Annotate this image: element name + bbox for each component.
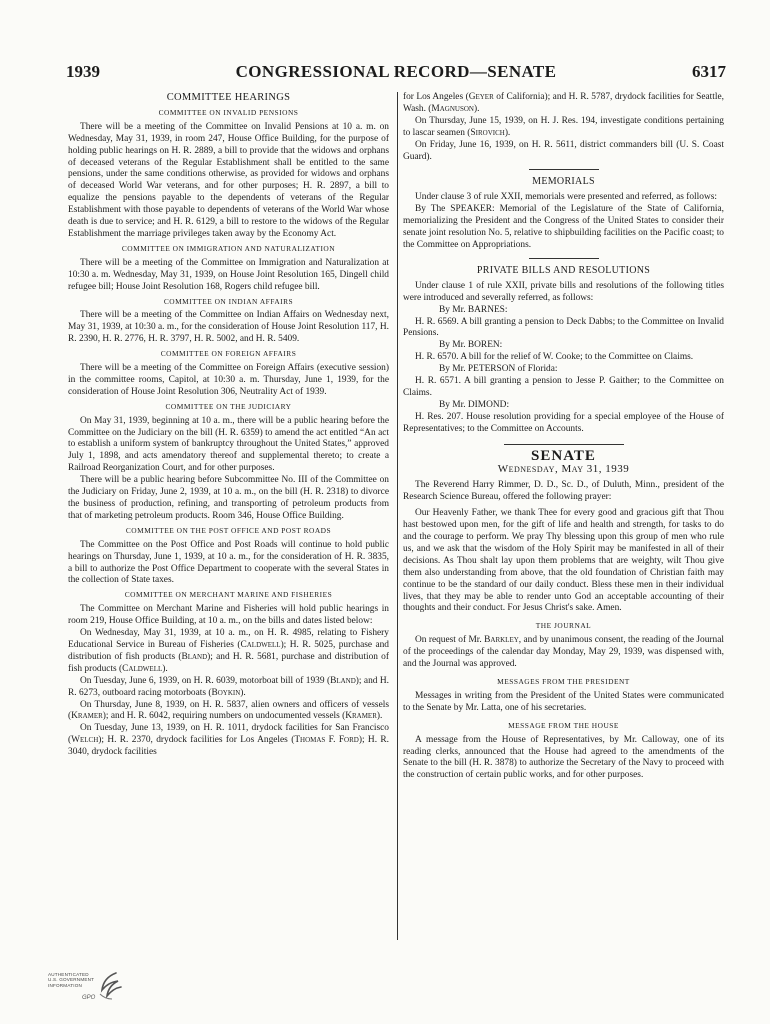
merchant-marine-subheading: COMMITTEE ON MERCHANT MARINE AND FISHERIES xyxy=(124,590,333,600)
sponsor-line: By Mr. BARNES: xyxy=(439,304,508,315)
eagle-icon xyxy=(94,970,124,1002)
post-office-subheading: COMMITTEE ON THE POST OFFICE AND POST ROADS xyxy=(125,525,332,535)
left-column xyxy=(68,92,389,759)
section-rule xyxy=(529,258,599,259)
page-header xyxy=(66,62,726,84)
gpo-authentication-seal xyxy=(48,968,128,1014)
sponsor-line: By Mr. DIMOND: xyxy=(439,399,510,410)
invalid-pensions-paragraph: There will be a meeting of the Committee on Invalid Pensions at 10 a. m. on Wednesday, May 31, 1939, in room 247, House Office Building, for the purpose of holding public hearings on H. R. 2889, a bill to provide that the widows and orphans of deceased veterans of the Regular Establishment shall be entitled to the same pensions, under the same conditions otherwise, as provided for widows and orphans of deceased World War veterans, and for other purposes; H. R. 2897, a bill to equalize the pensions payable to the dependents of veterans of the Regular Establishment with those payable to dependents of veterans of the World War whose death is due to service; and H. R. 6129, a bill to restore to the widows of the Regular Establishment the marriage privileges taken away by the Economy Act. xyxy=(68,121,389,239)
header-page-number: 6317 xyxy=(692,62,726,81)
bill-entry: H. R. 6571. A bill granting a pension to Jesse P. Gaither; to the Committee on Claims. xyxy=(403,376,724,398)
foreign-affairs-subheading: COMMITTEE ON FOREIGN AFFAIRS xyxy=(160,349,297,359)
journal-heading: THE JOURNAL xyxy=(535,621,592,631)
senate-date: Wednesday, May 31, 1939 xyxy=(497,463,630,476)
continuation-paragraph-2: On Thursday, June 15, 1939, on H. J. Res. 194, investigate conditions pertaining to lascar seamen (Sirovich). xyxy=(403,115,724,138)
bill-entry: H. R. 6570. A bill for the relief of W. Cooke; to the Committee on Claims. xyxy=(415,352,694,363)
prayer-text: Our Heavenly Father, we thank Thee for every good and gracious gift that Thou hast bestowed upon men, for the gift of life and health and strength, for tasks to do and the courage to perform. We pray Thy blessing upon this group of men who rule us, and we ask that the wisdom of the Holy Spirit may be manifested in all of their decisions. As Thou shalt lay upon them problems that are weighty, wilt Thou give them also understanding from above, that the old foundation of Christian faith may continue to be the standard of our daily conduct. Bless these men in their individual lives, that they may be able to render unto God an acceptable accounting of their thoughts and their conduct. For Jesus Christ's sake. Amen. xyxy=(403,508,724,614)
sponsor-line: By Mr. PETERSON of Florida: xyxy=(439,364,558,375)
merchant-marine-paragraph-2: On Wednesday, May 31, 1939, at 10 a. m., on H. R. 4985, relating to Fishery Educational Service in Bureau of Fisheries (Caldwell); H. R. 5025, purchase and distribution of fish products (Bland); and H. R. 5681, purchase and distribution of fish products (Caldwell). xyxy=(68,628,389,674)
house-message-paragraph: A message from the House of Representatives, by Mr. Calloway, one of its reading clerks, announced that the House had agreed to the amendments of the Senate to the bill (H. R. 3878) to authorize the Secretary of the Navy to proceed with the construction of certain public works, and for other purposes. xyxy=(403,734,724,781)
chaplain-intro: The Reverend Harry Rimmer, D. D., Sc. D., of Duluth, Minn., president of the Research Science Bureau, offered the following prayer: xyxy=(403,480,724,503)
private-bills-intro: Under clause 1 of rule XXII, private bills and resolutions of the following titles were introduced and severally referred, as follows: xyxy=(403,280,724,303)
journal-paragraph: On request of Mr. Barkley, and by unanimous consent, the reading of the Journal of the proceedings of the calendar day Monday, May 29, 1939, was dispensed with, and the Journal was approved. xyxy=(403,635,724,670)
section-rule xyxy=(504,444,624,445)
header-title: CONGRESSIONAL RECORD—SENATE xyxy=(235,62,557,81)
header-year: 1939 xyxy=(66,62,100,81)
column-divider xyxy=(397,92,398,940)
continuation-paragraph-1: for Los Angeles (Geyer of California); and H. R. 5787, drydock facilities for Seattle, Wash. (Magnuson). xyxy=(403,92,724,114)
memorials-paragraph-1: Under clause 3 of rule XXII, memorials were presented and referred, as follows: xyxy=(415,192,717,203)
merchant-marine-paragraph-5: On Tuesday, June 13, 1939, on H. R. 1011, drydock facilities for San Francisco (Welch); H. R. 2370, drydock facilities for Los Angeles (Thomas F. Ford); H. R. 3040, drydock facilities xyxy=(68,723,389,758)
memorials-paragraph-2: By The SPEAKER: Memorial of the Legislature of the State of California, memorializing the President and the Congress of the United States to consider their senate joint resolution No. 5, relative to shipbuilding facilities on the Pacific coast; to the Committee on Appropriations. xyxy=(403,204,724,250)
merchant-marine-paragraph-1: The Committee on Merchant Marine and Fisheries will hold public hearings in room 219, House Office Building, at 10 a. m., on the bills and dates listed below: xyxy=(68,604,389,627)
indian-affairs-subheading: COMMITTEE ON INDIAN AFFAIRS xyxy=(163,296,294,306)
gpo-label: GPO xyxy=(82,995,96,1001)
continuation-paragraph-3: On Friday, June 16, 1939, on H. R. 5611, district commanders bill (U. S. Coast Guard). xyxy=(403,139,724,162)
committee-hearings-heading: COMMITTEE HEARINGS xyxy=(166,92,291,103)
senate-heading: SENATE xyxy=(531,447,596,464)
foreign-affairs-paragraph: There will be a meeting of the Committee on Foreign Affairs (executive session) in the committee rooms, Capitol, at 10:30 a. m. Thursday, June 1, 1939, for the consideration of House Joint Resolution 306, Neutrality Act of 1939. xyxy=(68,363,389,397)
judiciary-paragraph-1: On May 31, 1939, beginning at 10 a. m., there will be a public hearing before the Committee on the Judiciary on the bill (H. R. 6359) to amend the act entitled “An act to establish a uniform system of bankruptcy throughout the United States,” approved July 1, 1898, and acts amendatory thereof and supplemental thereto; to create a Railroad Reorganization Court, and for other purposes. xyxy=(68,415,389,474)
indian-affairs-paragraph: There will be a meeting of the Committee on Indian Affairs on Wednesday next, May 31, 1939, at 10:30 a. m., for the consideration of House Joint Resolution 117, H. R. 2390, H. R. 2776, H. R. 3797, H. R. 5002, and H. R. 5409. xyxy=(68,310,389,345)
bill-entry: H. R. 6569. A bill granting a pension to Deck Dabbs; to the Committee on Invalid Pensions. xyxy=(403,316,724,339)
president-messages-paragraph: Messages in writing from the President of the United States were communicated to the Senate by Mr. Latta, one of his secretaries. xyxy=(403,690,724,713)
section-rule xyxy=(529,169,599,170)
right-column xyxy=(403,92,724,782)
immigration-subheading: COMMITTEE ON IMMIGRATION AND NATURALIZATION xyxy=(121,243,336,253)
bill-entry: H. Res. 207. House resolution providing for a special employee of the House of Representatives; to the Committee on Accounts. xyxy=(403,411,724,434)
private-bills-heading: PRIVATE BILLS AND RESOLUTIONS xyxy=(476,264,651,276)
sponsor-line: By Mr. BOREN: xyxy=(439,340,503,351)
merchant-marine-paragraph-4: On Thursday, June 8, 1939, on H. R. 5837, alien owners and officers of vessels (Kramer); and H. R. 6042, requiring numbers on undocumented vessels (Kramer). xyxy=(68,699,389,722)
president-messages-heading: MESSAGES FROM THE PRESIDENT xyxy=(497,676,630,686)
judiciary-subheading: COMMITTEE ON THE JUDICIARY xyxy=(165,401,292,411)
invalid-pensions-subheading: COMMITTEE ON INVALID PENSIONS xyxy=(158,107,299,117)
memorials-heading: MEMORIALS xyxy=(532,176,595,188)
house-message-heading: MESSAGE FROM THE HOUSE xyxy=(508,720,619,730)
seal-text: AUTHENTICATED U.S. GOVERNMENT INFORMATION xyxy=(48,972,95,988)
merchant-marine-paragraph-3: On Tuesday, June 6, 1939, on H. R. 6039, motorboat bill of 1939 (Bland); and H. R. 6273, outboard racing motorboats (Boykin). xyxy=(68,675,389,698)
judiciary-paragraph-2: There will be a public hearing before Subcommittee No. III of the Committee on the Judiciary on Friday, June 2, 1939, at 10 a. m., on the bill (H. R. 2318) to divorce the business of production, refining, and transporting of petroleum products from that of marketing petroleum products. Room 346, House Office Building. xyxy=(68,475,389,521)
immigration-paragraph: There will be a meeting of the Committee on Immigration and Naturalization at 10:30 a. m. Wednesday, May 31, 1939, on House Joint Resolution 165, Dingell child refugee bill; House Joint Resolution 168, Rogers child refugee bill. xyxy=(68,257,389,292)
post-office-paragraph: The Committee on the Post Office and Post Roads will continue to hold public hearings on Thursday, June 1, 1939, at 10 a. m., for the consideration of H. R. 3835, a bill to authorize the Post Office Department to cooperate with the several States in the collection of State taxes. xyxy=(68,539,389,586)
